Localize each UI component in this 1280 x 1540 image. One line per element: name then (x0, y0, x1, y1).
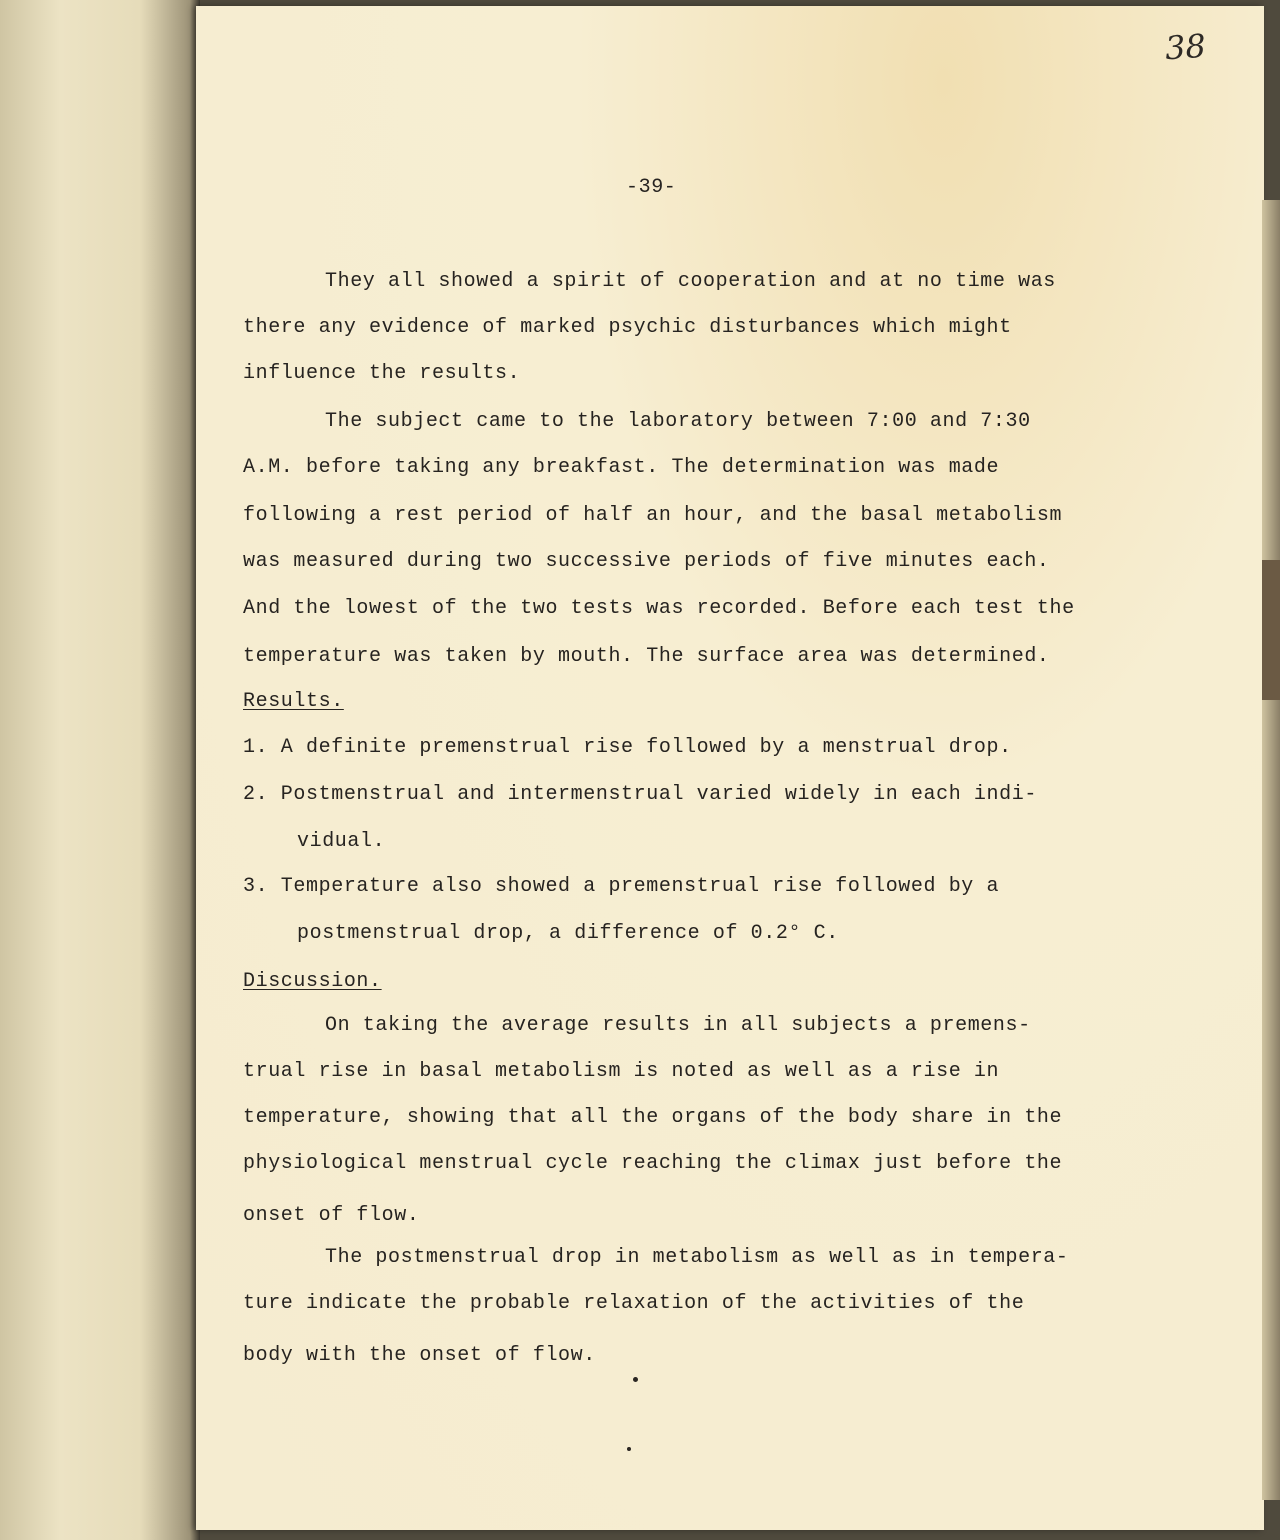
page-edge (1262, 200, 1280, 1500)
body-line: influence the results. (243, 362, 521, 385)
handwritten-folio-number: 38 (1163, 26, 1207, 68)
list-item: 3. Temperature also showed a premenstrual rise followed by a (243, 875, 1000, 898)
list-item-continuation: postmenstrual drop, a difference of 0.2° C. (297, 922, 839, 945)
body-line: onset of flow. (243, 1204, 420, 1227)
body-line: A.M. before taking any breakfast. The determination was made (243, 456, 1000, 479)
ink-dot (633, 1377, 638, 1382)
body-line: They all showed a spirit of cooperation and at no time was (325, 270, 1056, 293)
ink-dot (627, 1447, 631, 1451)
binding-tape (1262, 560, 1280, 700)
body-line: The subject came to the laboratory between 7:00 and 7:30 (325, 410, 1031, 433)
body-line: physiological menstrual cycle reaching the climax just before the (243, 1152, 1063, 1175)
list-item-continuation: vidual. (297, 830, 386, 853)
body-line: trual rise in basal metabolism is noted as well as a rise in (243, 1060, 1000, 1083)
discussion-heading: Discussion. (243, 970, 382, 993)
body-line: following a rest period of half an hour, and the basal metabolism (243, 504, 1063, 527)
body-line: body with the onset of flow. (243, 1344, 596, 1367)
body-line: The postmenstrual drop in metabolism as well as in tempera- (325, 1246, 1069, 1269)
results-heading: Results. (243, 690, 344, 713)
body-line: temperature was taken by mouth. The surface area was determined. (243, 645, 1050, 668)
book-spine (0, 0, 200, 1540)
body-line: was measured during two successive periods of five minutes each. (243, 550, 1050, 573)
list-item: 2. Postmenstrual and intermenstrual varied widely in each indi- (243, 783, 1037, 806)
body-line: there any evidence of marked psychic disturbances which might (243, 316, 1012, 339)
body-line: ture indicate the probable relaxation of the activities of the (243, 1292, 1025, 1315)
body-line: On taking the average results in all subjects a premens- (325, 1014, 1031, 1037)
list-item: 1. A definite premenstrual rise followed by a menstrual drop. (243, 736, 1012, 759)
body-line: And the lowest of the two tests was recorded. Before each test the (243, 597, 1075, 620)
body-line: temperature, showing that all the organs of the body share in the (243, 1106, 1063, 1129)
page-number: -39- (626, 176, 677, 199)
